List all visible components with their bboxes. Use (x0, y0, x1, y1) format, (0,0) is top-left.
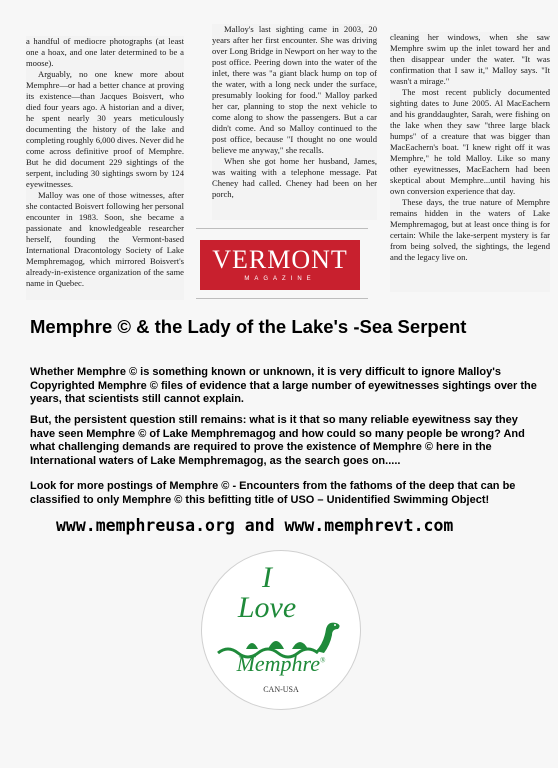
clipping-divider (196, 228, 368, 229)
sticker-line-i: I (262, 561, 272, 594)
body-paragraph: Look for more postings of Memphre © - Encounters from the fathoms of the deep that can be classified to only Memphre © this befitting title of USO – Unidentified Swimming Object! (30, 480, 516, 506)
body-paragraph: But, the persistent question still remains: what is it that so many reliable eyewitness say they have seen Memphre © of Lake Memphremagog and how could so many people be wrong? And what challenging demands are required to prove the existence of Memphre © here in the International waters of Lake Memphremagog, as the search goes on..... (30, 414, 525, 467)
article-paragraph: cleaning her windows, when she saw Memphre swim up the inlet toward her and then disappear under the water. "It was confirmation that I saw it," Malloy says. "It wasn't a mirage." (390, 32, 550, 86)
logo-title: VERMONT (212, 245, 348, 274)
sticker-line-love: Love (237, 591, 297, 624)
article-column-2 (212, 24, 377, 220)
article-paragraph: Arguably, no one knew more about Memphre—or had a better chance at proving its existence—than Jacques Boisvert, who died four years ago. A historian and a diver, he spent nearly 30 years meticulously documenting the history of the lake and completing roughly 6,000 dives. Never did he come across definitive proof of Memphre. But he did document 229 sightings of the serpent, including 30 sightings sworn by 124 eyewitnesses. (26, 69, 184, 189)
page-title: Memphre © & the Lady of the Lake's -Sea Serpent (30, 316, 467, 337)
registered-mark: ® (320, 656, 326, 665)
article-column-3 (390, 32, 550, 292)
article-paragraph: These days, the true nature of Memphre remains hidden in the waters of Lake Memphremagog, but at least once thing is for certain: While the lake-serpent mystery is far from being solved, the sightings, the legend and the legacy live on. (390, 197, 550, 262)
clipping-divider (196, 298, 368, 299)
i-love-memphre-sticker (201, 550, 361, 710)
article-paragraph: a handful of mediocre photographs (at least one a hoax, and one later determined to be a moose). (26, 36, 184, 68)
article-column-1 (26, 36, 184, 300)
sticker-origin: CAN-USA (263, 685, 299, 694)
vermont-magazine-logo (200, 240, 360, 290)
website-urls: www.memphreusa.org and www.memphrevt.com (56, 516, 454, 535)
article-paragraph: Malloy was one of those witnesses, after she contacted Boisvert following her personal encounter in 1983. Soon, she became a passionate and knowledgeable researcher herself, founding the Vermont-based International Dracontology Society of Lake Memphremagog, which mirrored Boisvert's already-in-existence organization of the same name in Quebec. (26, 190, 184, 288)
logo-subtitle: MAGAZINE (244, 276, 316, 282)
body-paragraph: Whether Memphre © is something known or unknown, it is very difficult to ignore Malloy's Copyrighted Memphre © files of evidence that a large number of eyewitnesses sightings over the years, that scientists still cannot explain. (30, 366, 537, 405)
article-paragraph: When she got home her husband, James, was waiting with a telephone message. Pat Cheney had called. Cheney had been on her porch, (212, 156, 377, 199)
brand-name: Memphre (236, 651, 321, 676)
sticker-brand (202, 651, 360, 677)
article-paragraph: The most recent publicly documented sighting dates to June 2005. Al MacEachern and his granddaughter, Sarah, were fishing on the lake when they saw "three large black humps" of a creature that was bigger than MacEachern's boat. "I knew right off it was Memphre," he told Malloy. Like so many other eyewitnesses, MacEachern had been skeptical about Memphre...until having his own conversion experience that day. (390, 87, 550, 196)
article-paragraph: Malloy's last sighting came in 2003, 20 years after her first encounter. She was driving over Long Bridge in Newport on her way to the post office. Peering down into the water of the inlet, there was "a giant black hump on top of the water, with a long neck under the surface, presumably looking for food." Malloy parked her car, planning to stop the next vehicle to come along to show the passengers. But a car didn't come. And so Malloy continued to the post office, because "I thought no one would believe me anyway," she recalls. (212, 24, 377, 155)
